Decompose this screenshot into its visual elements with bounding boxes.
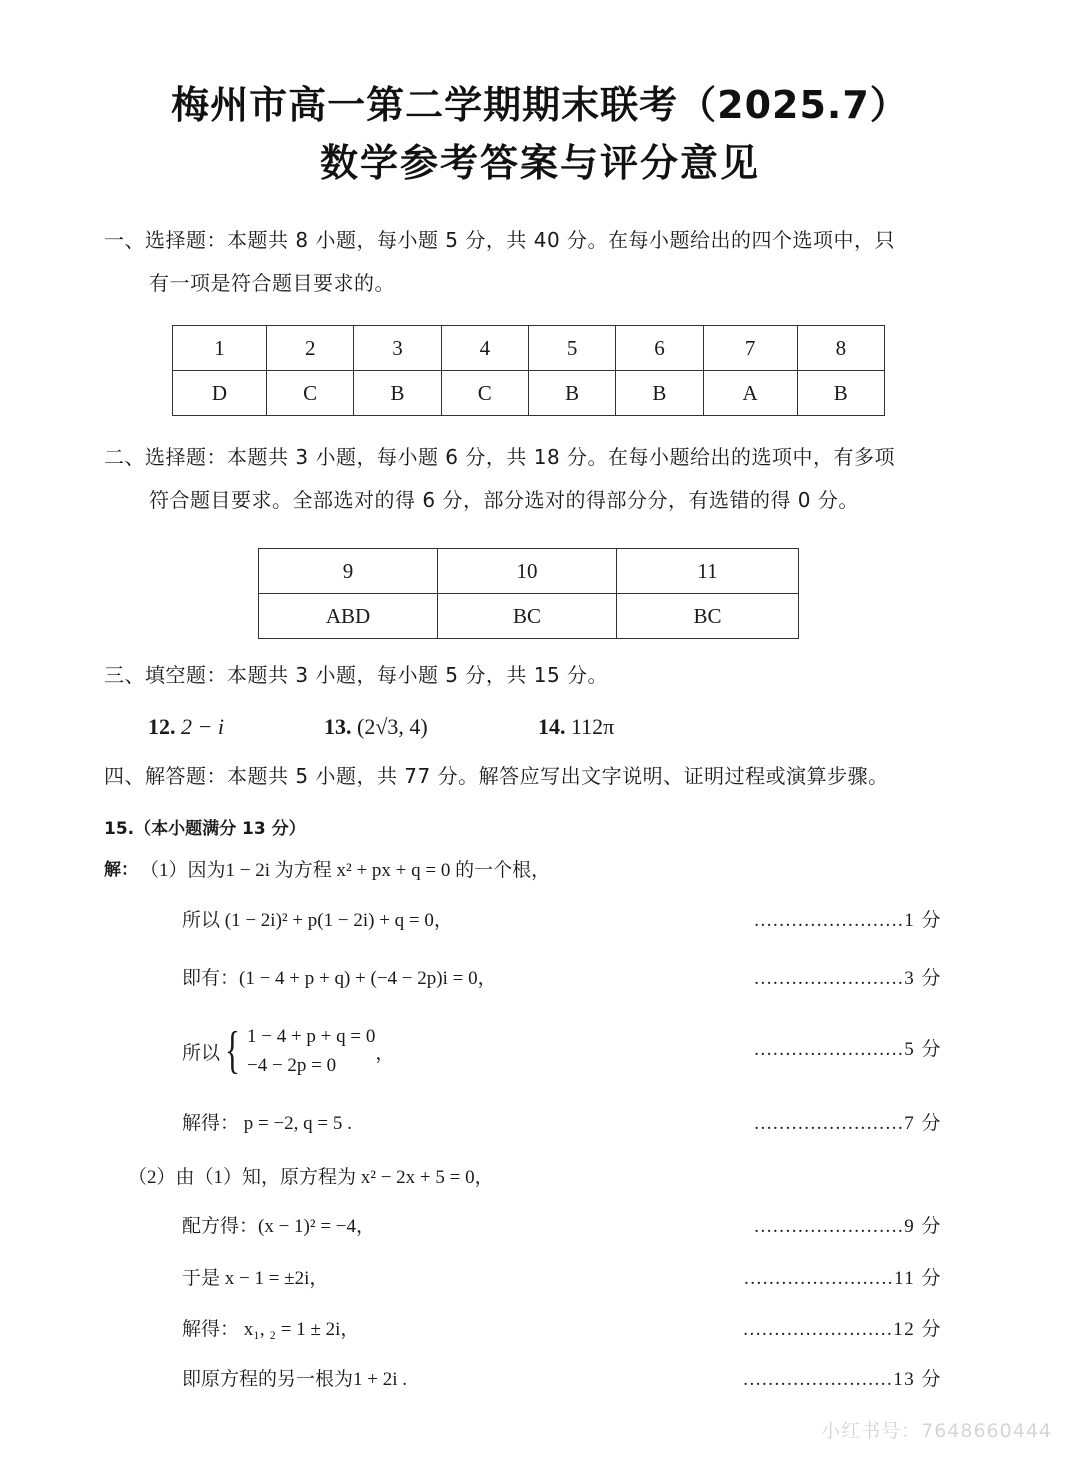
table-row-numbers	[173, 326, 885, 371]
step-text: 解得： x₁, ₂ = 1 ± 2i，	[182, 1319, 360, 1340]
step-text: 所以 (1 − 2i)² + p(1 − 2i) + q = 0，	[182, 910, 453, 931]
table-cell: D	[173, 371, 267, 416]
table-cell: BC	[617, 594, 799, 639]
q15-step-6	[0, 1263, 1080, 1293]
table-cell: 10	[438, 549, 617, 594]
system-line: 1 − 4 + p + q = 0	[246, 1026, 376, 1047]
score-dots: ........................11 分	[743, 1268, 942, 1289]
score-dots: ........................7 分	[754, 1113, 942, 1134]
table-cell: 8	[797, 326, 884, 371]
table-cell: B	[616, 371, 703, 416]
section2-line2: 符合题目要求。全部选对的得 6 分，部分选对的得部分分，有选错的得 0 分。	[149, 488, 859, 512]
step-text: 即原方程的另一根为1 + 2i .	[182, 1369, 407, 1390]
section1-answer-table	[172, 325, 885, 416]
q15-step-5	[0, 1211, 1080, 1241]
doc-title-line2: 数学参考答案与评分意见	[319, 141, 760, 185]
q15-step-4	[0, 1108, 1080, 1138]
table-row-answers	[259, 594, 799, 639]
table-row-numbers	[259, 549, 799, 594]
fill-answer-12: 12. 2 − i	[148, 714, 224, 739]
score-dots: ........................9 分	[754, 1216, 942, 1237]
table-cell: 3	[354, 326, 441, 371]
part2-intro-text: （2）由（1）知，原方程为 x² − 2x + 5 = 0，	[128, 1167, 494, 1188]
table-cell: C	[441, 371, 528, 416]
table-cell: B	[354, 371, 441, 416]
step-score: 13 分	[893, 1369, 942, 1390]
part1-intro-text: （1）因为1 − 2i 为方程 x² + px + q = 0 的一个根，	[140, 860, 551, 881]
section2-answer-table	[258, 548, 799, 639]
score-dots: ........................13 分	[743, 1369, 942, 1390]
section2-line1: 二、选择题：本题共 3 小题，每小题 6 分，共 18 分。在每小题给出的选项中，有多项	[104, 445, 896, 469]
step-text: 于是 x − 1 = ±2i，	[182, 1268, 329, 1289]
q15-step-1	[0, 905, 1080, 935]
table-cell: A	[703, 371, 797, 416]
q15-header: 15.（本小题满分 13 分）	[104, 819, 306, 839]
fill-value: 112π	[571, 714, 615, 739]
section4-instructions: 四、解答题：本题共 5 小题，共 77 分。解答应写出文字说明、证明过程或演算步骤。	[104, 764, 889, 788]
score-dots: ........................12 分	[743, 1319, 942, 1340]
table-cell: 5	[528, 326, 615, 371]
brace-icon: {	[225, 1022, 240, 1079]
table-cell: 6	[616, 326, 703, 371]
table-cell: ABD	[259, 594, 438, 639]
step-score: 12 分	[893, 1319, 942, 1340]
step-score: 11 分	[893, 1268, 942, 1289]
system-line: −4 − 2p = 0	[246, 1055, 337, 1076]
step-score: 3 分	[904, 968, 942, 989]
table-cell: 2	[267, 326, 354, 371]
section1-line1: 一、选择题：本题共 8 小题，每小题 5 分，共 40 分。在每小题给出的四个选项中，只	[104, 228, 896, 252]
table-cell: 7	[703, 326, 797, 371]
fill-answer-14: 14. 112π	[538, 714, 615, 739]
table-cell: C	[267, 371, 354, 416]
score-dots: ........................1 分	[754, 910, 942, 931]
table-cell: B	[528, 371, 615, 416]
table-cell: B	[797, 371, 884, 416]
section1-instructions	[104, 219, 950, 305]
score-dots: ........................3 分	[754, 968, 942, 989]
table-cell: 9	[259, 549, 438, 594]
doc-title-line1: 梅州市高一第二学期期末联考（2025.7）	[171, 83, 909, 127]
fill-value: 2 − i	[181, 714, 224, 739]
solution-label: 解：	[104, 860, 138, 880]
fill-answer-13: 13. (2√3, 4)	[324, 714, 428, 739]
table-cell: 11	[617, 549, 799, 594]
table-cell: 4	[441, 326, 528, 371]
table-row-answers	[173, 371, 885, 416]
fill-value: (2√3, 4)	[357, 714, 428, 739]
system-lines	[247, 1022, 375, 1080]
step-text: 即有：(1 − 4 + p + q) + (−4 − 2p)i = 0，	[182, 968, 497, 989]
step-score: 7 分	[904, 1113, 942, 1134]
score-dots: ........................5 分	[754, 1039, 942, 1060]
step-score: 5 分	[904, 1039, 942, 1060]
step-score: 1 分	[904, 910, 942, 931]
q15-step-8	[0, 1364, 1080, 1394]
q15-step-2	[0, 963, 1080, 993]
q15-part2-intro	[0, 1162, 1080, 1192]
section3-instructions: 三、填空题：本题共 3 小题，每小题 5 分，共 15 分。	[104, 663, 609, 687]
table-cell: BC	[438, 594, 617, 639]
section2-instructions	[104, 436, 950, 522]
q15-part1-intro	[0, 855, 1080, 885]
system-suffix: ，	[375, 1042, 395, 1064]
step-text: 解得： p = −2, q = 5 .	[182, 1113, 352, 1134]
system-prefix: 所以	[182, 1042, 221, 1064]
section1-line2: 有一项是符合题目要求的。	[149, 271, 395, 295]
equation-system	[182, 1022, 394, 1080]
step-text: 配方得：(x − 1)² = −4，	[182, 1216, 375, 1237]
q15-step-3	[0, 1022, 1080, 1082]
table-cell: 1	[173, 326, 267, 371]
step-text-system	[182, 1022, 394, 1080]
watermark: 小红书号：7648660444	[821, 1420, 1052, 1442]
q15-step-7	[0, 1314, 1080, 1344]
step-score: 9 分	[904, 1216, 942, 1237]
